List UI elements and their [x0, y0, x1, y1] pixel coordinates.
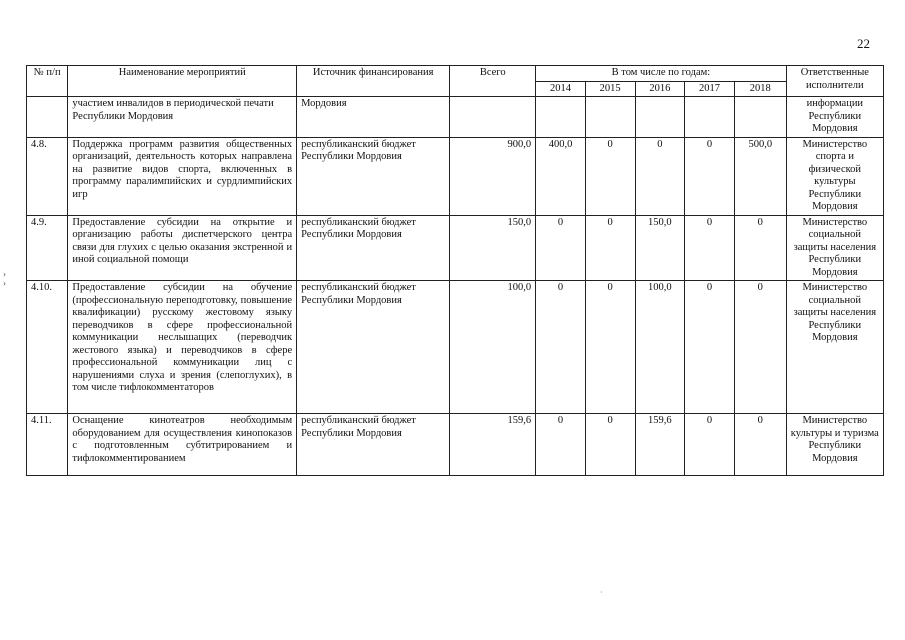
- header-year: 2018: [734, 81, 786, 97]
- row-year-value: 150,0: [635, 215, 685, 281]
- row-year-value: 0: [536, 414, 586, 476]
- row-year-value: 0: [685, 137, 735, 215]
- header-year: 2014: [536, 81, 586, 97]
- row-name: Предоставление субсидии на открытие и организацию работы диспетчерского центра связи для глухих с целью оказания экстренной и иной социальной помощи: [68, 215, 297, 281]
- row-year-value: 0: [536, 215, 586, 281]
- row-num: 4.8.: [27, 137, 68, 215]
- row-executor: информации Республики Мордовия: [786, 97, 883, 138]
- row-source: республиканский бюджет Республики Мордовия: [297, 414, 450, 476]
- row-year-value: 0: [685, 215, 735, 281]
- row-total: 150,0: [450, 215, 536, 281]
- row-num: 4.10.: [27, 281, 68, 414]
- row-year-value: 0: [685, 414, 735, 476]
- scan-speck: ·: [600, 588, 603, 597]
- header-executors: Ответственные исполнители: [786, 66, 883, 97]
- row-total: 159,6: [450, 414, 536, 476]
- row-year-value: [585, 97, 635, 138]
- table-row: [27, 281, 884, 414]
- header-year: 2017: [685, 81, 735, 97]
- scan-margin-mark: › ›: [3, 269, 6, 288]
- row-year-value: [685, 97, 735, 138]
- header-name: Наименование мероприятий: [68, 66, 297, 97]
- program-table: [26, 65, 884, 476]
- header-year: 2015: [585, 81, 635, 97]
- table-row: [27, 414, 884, 476]
- row-year-value: 0: [585, 414, 635, 476]
- row-name: Поддержка программ развития общественных организаций, деятельность которых направлена на развитие видов спорта, включенных в программу паралимпийских и сурдлимпийских игр: [68, 137, 297, 215]
- row-name: участием инвалидов в периодической печати Республики Мордовия: [68, 97, 297, 138]
- row-source: Мордовия: [297, 97, 450, 138]
- table-row: [27, 215, 884, 281]
- header-by-years: В том числе по годам:: [536, 66, 786, 82]
- row-source: республиканский бюджет Республики Мордовия: [297, 281, 450, 414]
- row-source: республиканский бюджет Республики Мордовия: [297, 215, 450, 281]
- row-year-value: [635, 97, 685, 138]
- row-year-value: 0: [685, 281, 735, 414]
- row-year-value: 159,6: [635, 414, 685, 476]
- row-total: 100,0: [450, 281, 536, 414]
- row-num: 4.11.: [27, 414, 68, 476]
- row-num: [27, 97, 68, 138]
- row-year-value: 0: [536, 281, 586, 414]
- row-year-value: 0: [585, 137, 635, 215]
- table-row: [27, 97, 884, 138]
- row-year-value: 400,0: [536, 137, 586, 215]
- row-year-value: 500,0: [734, 137, 786, 215]
- table-row: [27, 137, 884, 215]
- row-name: Предоставление субсидии на обучение (профессиональную переподготовку, повышение квалификации) русскому жестовому языку переводчиков в сфере профессиональной коммуникации неслышащих (переводчик жестового языка) и переводчиков в сфере профессиональной коммуникации лиц с нарушениями слуха и зрения (слепоглухих), в том числе тифлокомментаторов: [68, 281, 297, 414]
- page-number: 22: [857, 36, 870, 51]
- row-year-value: 0: [585, 281, 635, 414]
- header-row: [27, 66, 884, 82]
- row-name: Оснащение кинотеатров необходимым оборудованием для осуществления кинопоказов с подготовленным субтитрированием и тифлокомментированием: [68, 414, 297, 476]
- row-year-value: 0: [635, 137, 685, 215]
- row-year-value: 100,0: [635, 281, 685, 414]
- row-executor: Министерство социальной защиты населения Республики Мордовия: [786, 215, 883, 281]
- row-year-value: [536, 97, 586, 138]
- row-total: [450, 97, 536, 138]
- row-executor: Министерство спорта и физической культуры Республики Мордовия: [786, 137, 883, 215]
- header-source: Источник финансирования: [297, 66, 450, 97]
- row-source: республиканский бюджет Республики Мордовия: [297, 137, 450, 215]
- header-year: 2016: [635, 81, 685, 97]
- row-year-value: 0: [585, 215, 635, 281]
- header-num: № п/п: [27, 66, 68, 97]
- row-year-value: 0: [734, 414, 786, 476]
- row-num: 4.9.: [27, 215, 68, 281]
- row-executor: Министерство культуры и туризма Республики Мордовия: [786, 414, 883, 476]
- row-total: 900,0: [450, 137, 536, 215]
- row-executor: Министерство социальной защиты населения Республики Мордовия: [786, 281, 883, 414]
- row-year-value: 0: [734, 281, 786, 414]
- row-year-value: [734, 97, 786, 138]
- row-year-value: 0: [734, 215, 786, 281]
- header-total: Всего: [450, 66, 536, 97]
